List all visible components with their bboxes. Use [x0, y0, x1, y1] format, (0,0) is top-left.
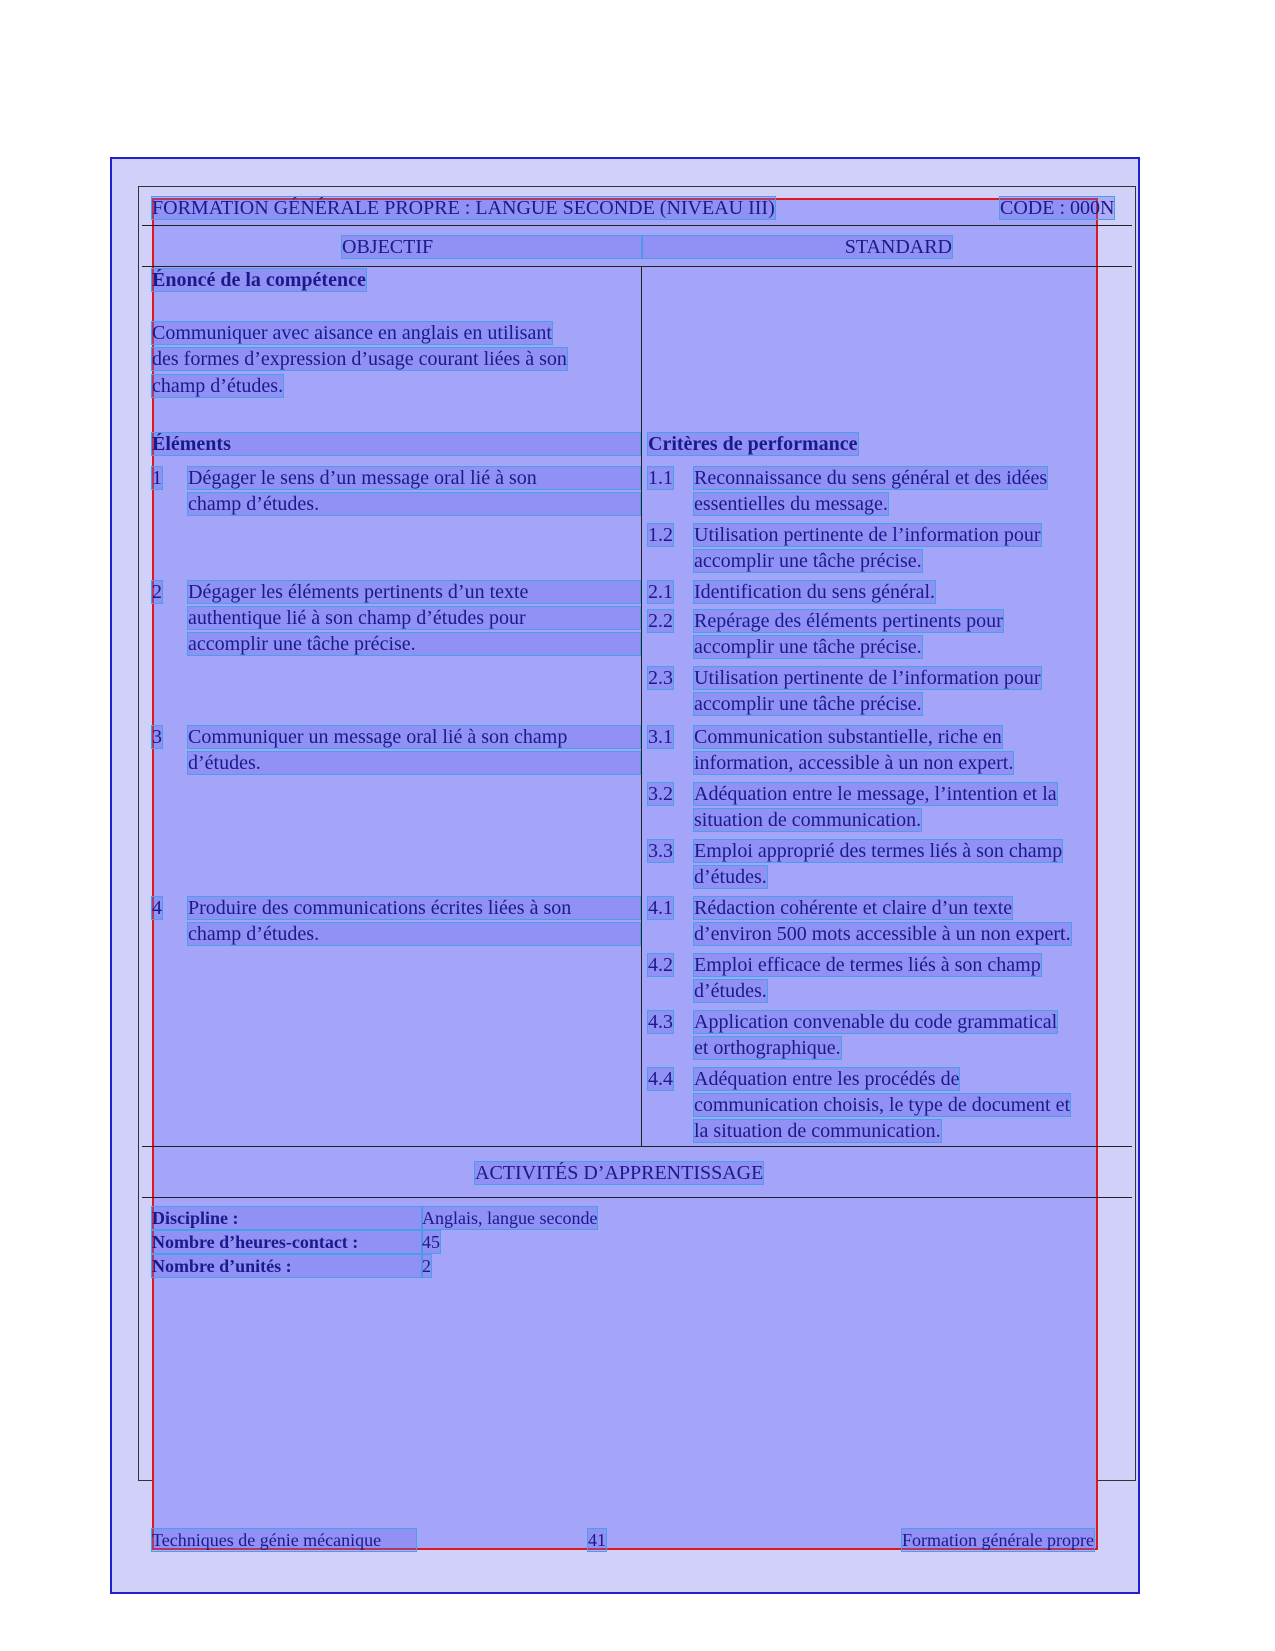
- criterion-text: Reconnaissance du sens général et des idées: [694, 467, 1048, 489]
- criterion-number: 4.4: [648, 1068, 673, 1090]
- element-number: 2: [152, 581, 162, 603]
- footer-program: Techniques de génie mécanique: [152, 1529, 416, 1551]
- divider: [142, 1146, 1132, 1147]
- criterion-text: Application convenable du code grammatical: [694, 1011, 1058, 1033]
- criterion-number: 4.1: [648, 897, 673, 919]
- criterion-text: Repérage des éléments pertinents pour: [694, 610, 1003, 632]
- criterion-text: information, accessible à un non expert.: [694, 752, 1014, 774]
- element-text: Produire des communications écrites liées à son: [188, 897, 640, 919]
- heures-value: 45: [422, 1232, 440, 1252]
- enonce-heading: Énoncé de la compétence: [152, 269, 366, 291]
- footer-section: Formation générale propre: [902, 1530, 1094, 1550]
- element-text: d’études.: [188, 752, 640, 774]
- criterion-number: 1.2: [648, 524, 673, 546]
- criterion-text: essentielles du message.: [694, 493, 888, 515]
- criterion-text: Emploi efficace de termes liés à son champ: [694, 954, 1041, 976]
- element-number: 3: [152, 726, 162, 748]
- criterion-text: Emploi approprié des termes liés à son champ: [694, 840, 1063, 862]
- criterion-number: 3.1: [648, 726, 673, 748]
- heures-label: Nombre d’heures-contact :: [152, 1231, 422, 1253]
- enonce-line: champ d’études.: [152, 375, 284, 397]
- criterion-text: d’études.: [694, 866, 767, 888]
- criterion-number: 4.3: [648, 1011, 673, 1033]
- discipline-value: Anglais, langue seconde: [422, 1208, 598, 1228]
- enonce-line: des formes d’expression d’usage courant liées à son: [152, 348, 567, 370]
- activites-title: ACTIVITÉS D’APPRENTISSAGE: [475, 1162, 764, 1184]
- criterion-number: 2.3: [648, 667, 673, 689]
- element-text: champ d’études.: [188, 493, 640, 515]
- criterion-text: Adéquation entre le message, l’intention et la: [694, 783, 1057, 805]
- criterion-number: 3.2: [648, 783, 673, 805]
- element-text: Communiquer un message oral lié à son champ: [188, 726, 640, 748]
- element-text: champ d’études.: [188, 923, 640, 945]
- criterion-text: d’études.: [694, 980, 767, 1002]
- criterion-text: accomplir une tâche précise.: [694, 693, 922, 715]
- criterion-text: Adéquation entre les procédés de: [694, 1068, 960, 1090]
- course-code: CODE : 000N: [1000, 197, 1115, 219]
- criterion-text: d’environ 500 mots accessible à un non expert.: [694, 923, 1071, 945]
- column-header-standard: STANDARD: [642, 236, 952, 258]
- criterion-text: la situation de communication.: [694, 1120, 941, 1142]
- column-header-objectif: OBJECTIF: [342, 236, 642, 258]
- criterion-text: accomplir une tâche précise.: [694, 636, 922, 658]
- criterion-text: et orthographique.: [694, 1037, 841, 1059]
- element-number: 1: [152, 467, 162, 489]
- criterion-number: 4.2: [648, 954, 673, 976]
- criterion-text: accomplir une tâche précise.: [694, 550, 922, 572]
- criterion-number: 3.3: [648, 840, 673, 862]
- column-divider: [641, 266, 642, 1146]
- criterion-number: 2.2: [648, 610, 673, 632]
- element-text: Dégager le sens d’un message oral lié à son: [188, 467, 640, 489]
- criterion-text: Communication substantielle, riche en: [694, 726, 1002, 748]
- document-title: FORMATION GÉNÉRALE PROPRE : LANGUE SECONDE (NIVEAU III): [152, 197, 775, 219]
- criterion-text: Utilisation pertinente de l’information pour: [694, 524, 1041, 546]
- divider: [142, 266, 1132, 267]
- criterion-text: situation de communication.: [694, 809, 922, 831]
- criterion-text: Identification du sens général.: [694, 581, 936, 603]
- unites-label: Nombre d’unités :: [152, 1255, 422, 1277]
- elements-heading: Éléments: [152, 433, 640, 455]
- criterion-text: communication choisis, le type de document et: [694, 1094, 1071, 1116]
- unites-value: 2: [422, 1256, 431, 1276]
- divider: [142, 225, 1132, 226]
- element-text: authentique lié à son champ d’études pour: [188, 607, 640, 629]
- element-number: 4: [152, 897, 162, 919]
- criterion-text: Rédaction cohérente et claire d’un texte: [694, 897, 1013, 919]
- criterion-number: 1.1: [648, 467, 673, 489]
- discipline-label: Discipline :: [152, 1207, 422, 1229]
- criterion-text: Utilisation pertinente de l’information pour: [694, 667, 1041, 689]
- element-text: Dégager les éléments pertinents d’un texte: [188, 581, 640, 603]
- criterion-number: 2.1: [648, 581, 673, 603]
- element-text: accomplir une tâche précise.: [188, 633, 640, 655]
- criteres-heading: Critères de performance: [648, 433, 858, 455]
- footer-page-number: 41: [588, 1530, 606, 1550]
- enonce-line: Communiquer avec aisance en anglais en utilisant: [152, 322, 552, 344]
- divider: [142, 1197, 1132, 1198]
- content-region: [152, 198, 1098, 1550]
